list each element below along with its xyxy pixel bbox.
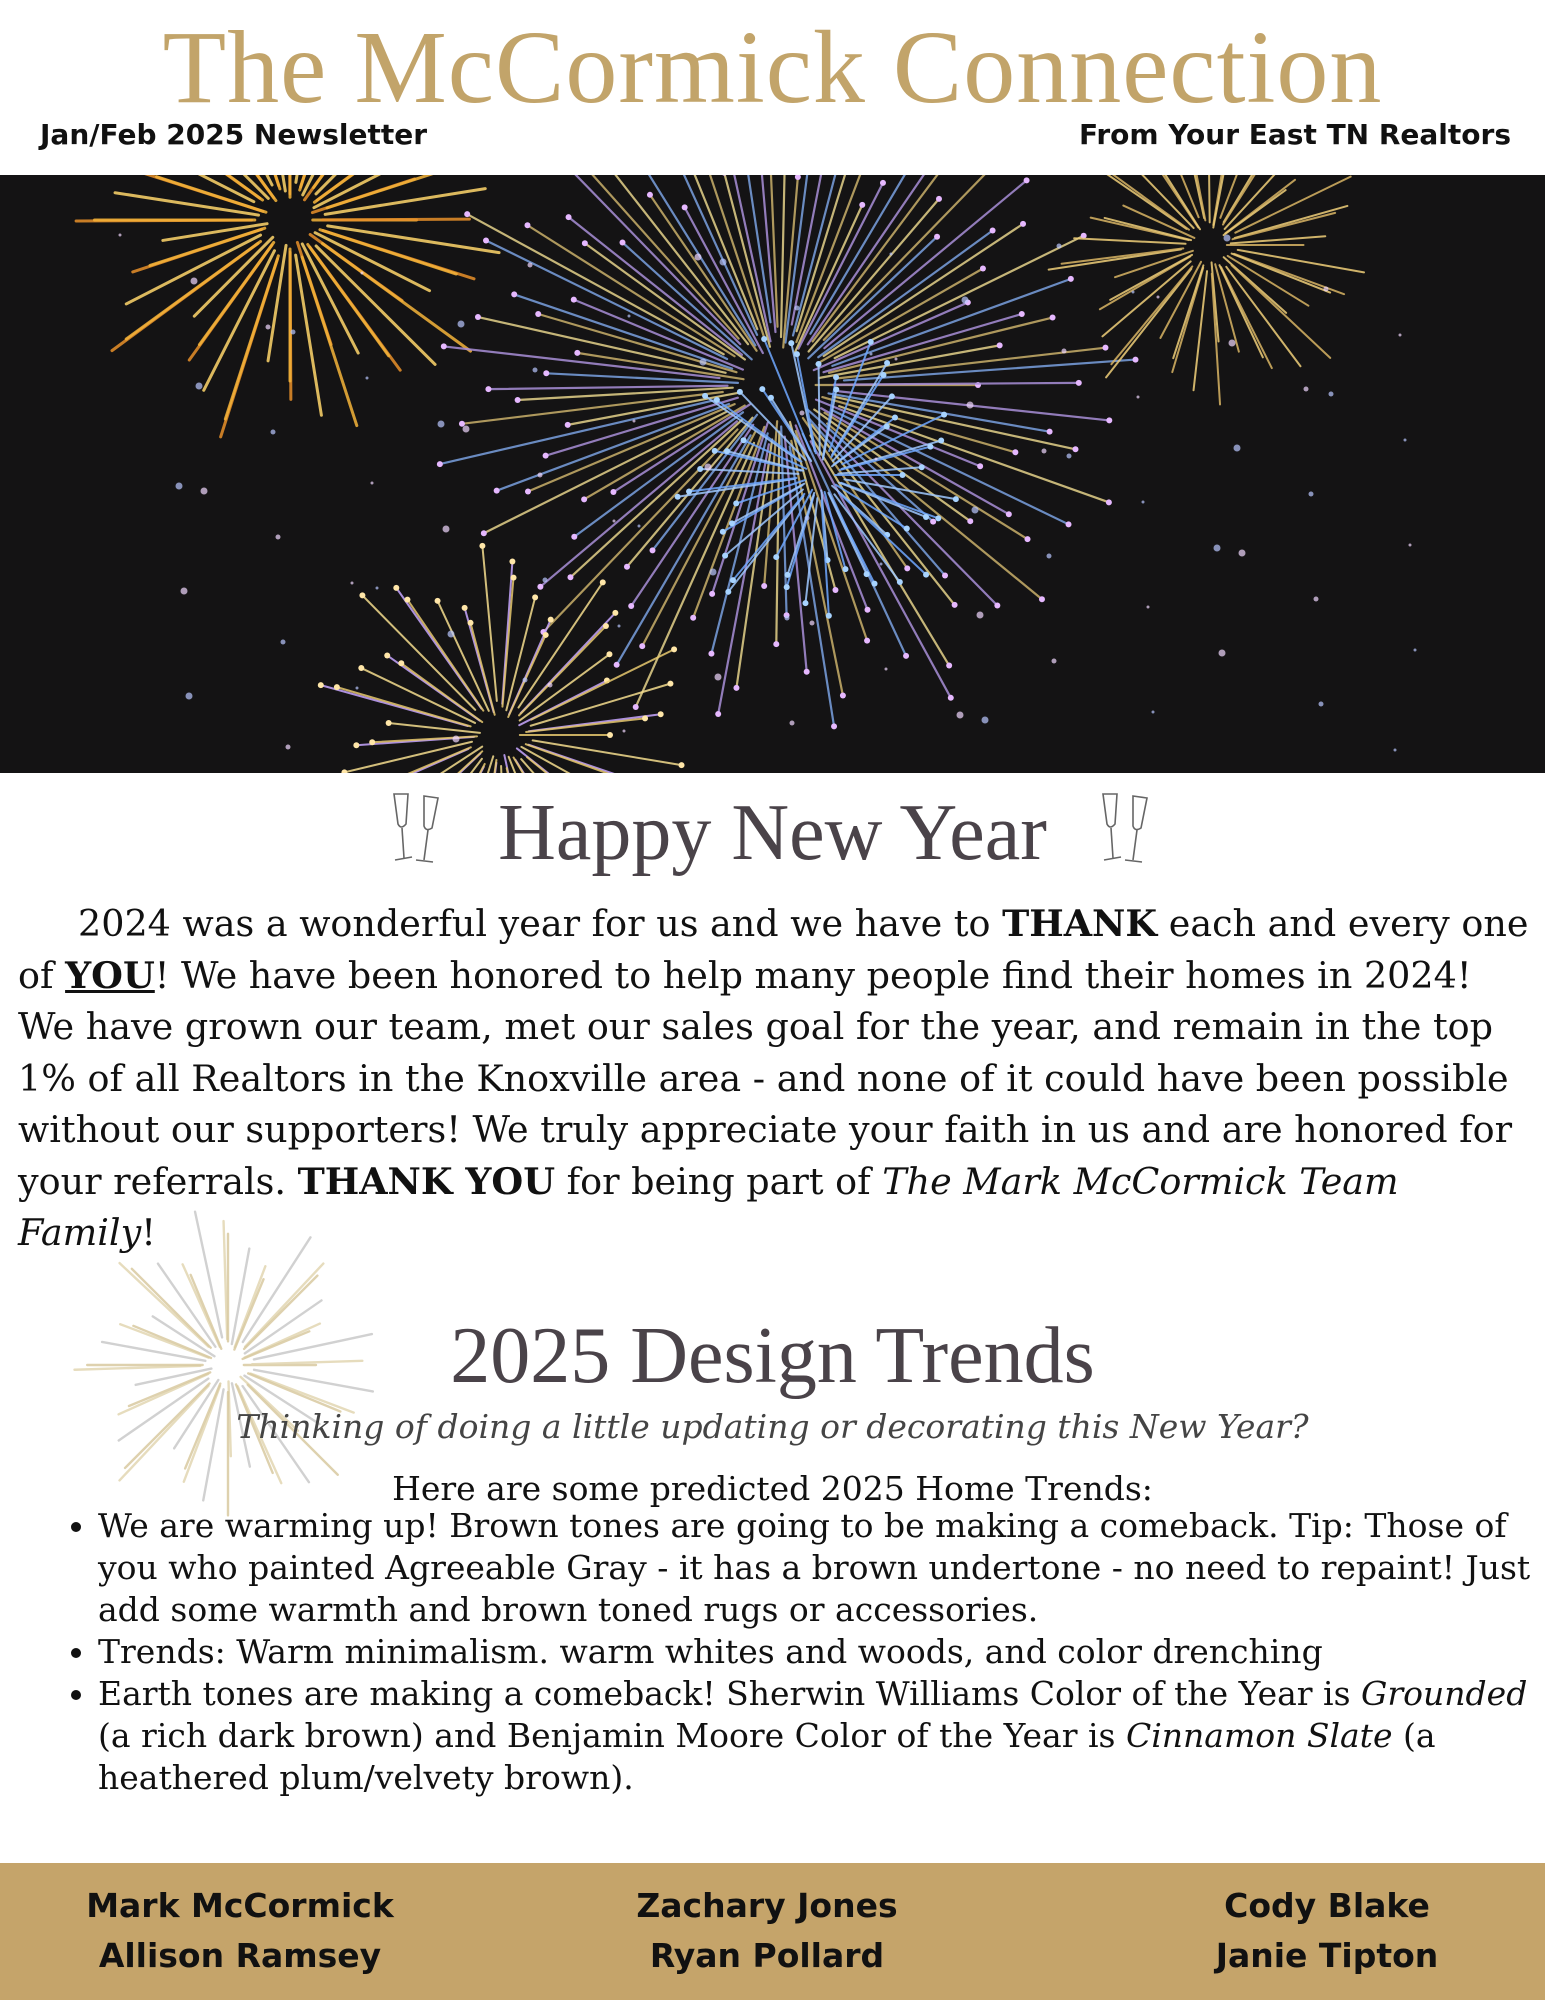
list-item: • Trends: Warm minimalism. warm whites and woods, and color drenching	[98, 1631, 1538, 1673]
agent-column	[1127, 1881, 1527, 1981]
newsletter-title: The McCormick Connection	[162, 10, 1383, 125]
agent-column	[40, 1881, 440, 1981]
agent-name: Ryan Pollard	[649, 1936, 885, 1975]
design-trends-lead: Here are some predicted 2025 Home Trends:	[392, 1469, 1153, 1508]
agent-column	[567, 1881, 967, 1981]
tagline: From Your East TN Realtors	[1079, 118, 1511, 151]
agent-footer	[0, 1863, 1545, 2000]
agent-name: Zachary Jones	[636, 1886, 898, 1925]
agent-name: Janie Tipton	[1215, 1936, 1439, 1975]
message-paragraph: 2024 was a wonderful year for us and we have to THANK each and every one of YOU! We have been honored to help many people find their homes in 2024! We have grown our team, met our sales goal for the year, and remain in the top 1% of all Realtors in the Knoxville area - and none of it could have been possible without our supporters! We truly appreciate your faith in us and are honored for your referrals. THANK YOU for being part of The Mark McCormick Team Family!	[18, 902, 1529, 1254]
fireworks-hero-image	[0, 175, 1545, 773]
trend-list	[60, 1505, 1538, 1799]
masthead	[0, 0, 1545, 175]
agent-name: Allison Ramsey	[98, 1936, 382, 1975]
design-trends-heading: 2025 Design Trends	[450, 1312, 1095, 1400]
champagne-glasses-icon	[386, 788, 450, 894]
section-title: Happy New Year	[498, 789, 1047, 877]
agent-name: Mark McCormick	[86, 1886, 394, 1925]
agent-name: Cody Blake	[1224, 1886, 1430, 1925]
edition-label: Jan/Feb 2025 Newsletter	[40, 118, 428, 151]
happy-new-year-heading	[0, 785, 1545, 894]
champagne-glasses-icon	[1095, 788, 1159, 894]
list-item: • We are warming up! Brown tones are going to be making a comeback. Tip: Those of you who painted Agreeable Gray - it has a brown undertone - no need to repaint! Just add some warmth and brown toned rugs or accessories.	[98, 1505, 1538, 1631]
design-trends-subtitle: Thinking of doing a little updating or decorating this New Year?	[236, 1407, 1309, 1446]
list-item: • Earth tones are making a comeback! Sherwin Williams Color of the Year is Grounded (a rich dark brown) and Benjamin Moore Color of the Year is Cinnamon Slate (a heathered plum/velvety brown).	[98, 1673, 1538, 1799]
